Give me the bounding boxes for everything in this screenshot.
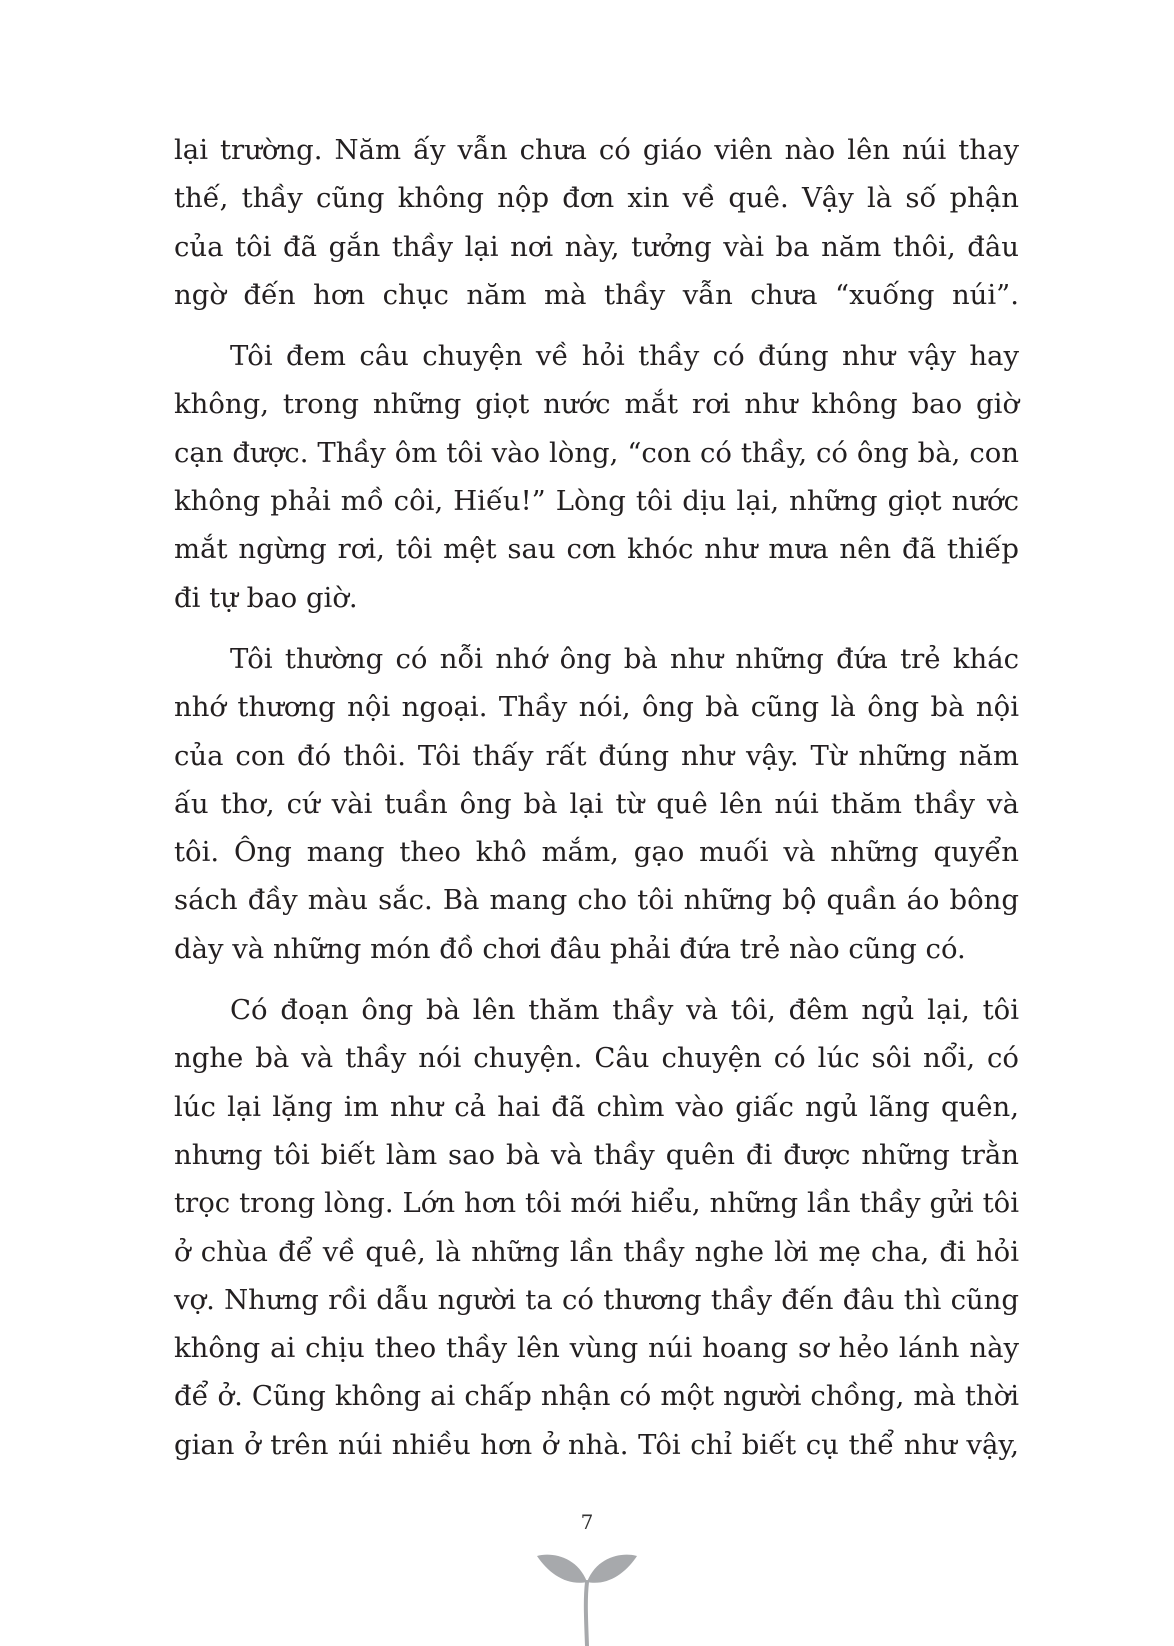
paragraph-2: Tôi đem câu chuyện về hỏi thầy có đúng như vậy hay không, trong những giọt nước mắt rơi như không bao giờ cạn được. Thầy ôm tôi vào lòng, “con có thầy, có ông bà, con không phải mồ côi, Hiếu!” Lòng tôi dịu lại, những giọt nước mắt ngừng rơi, tôi mệt sau cơn khóc như mưa nên đã thiếp đi tự bao giờ. xyxy=(174,340,1019,614)
paragraph-3: Tôi thường có nỗi nhớ ông bà như những đứa trẻ khác nhớ thương nội ngoại. Thầy nói, ông bà cũng là ông bà nội của con đó thôi. Tôi thấy rất đúng như vậy. Từ những năm ấu thơ, cứ vài tuần ông bà lại từ quê lên núi thăm thầy và tôi. Ông mang theo khô mắm, gạo muối và những quyển sách đầy màu sắc. Bà mang cho tôi những bộ quần áo bông dày và những món đồ chơi đâu phải đứa trẻ nào cũng có. xyxy=(174,642,1019,965)
paragraph-4: Có đoạn ông bà lên thăm thầy và tôi, đêm ngủ lại, tôi nghe bà và thầy nói chuyện. Câu chuyện có lúc sôi nổi, có lúc lại lặng im như cả hai đã chìm vào giấc ngủ lãng quên, nhưng tôi biết làm sao bà và thầy quên đi được những trằn trọc trong lòng. Lớn hơn tôi mới hiểu, những lần thầy gửi tôi ở chùa để về quê, là những lần thầy nghe lời mẹ cha, đi hỏi vợ. Nhưng rồi dẫu người ta có thương thầy đến đâu thì cũng không ai chịu theo thầy lên vùng núi hoang sơ hẻo lánh này để ở. Cũng không ai chấp nhận có một người chồng, mà thời gian ở trên núi nhiều hơn ở nhà. Tôi chỉ biết cụ thể như vậy, xyxy=(174,994,1019,1461)
sprout-icon xyxy=(537,1538,637,1646)
body-text xyxy=(174,126,1019,1482)
page-number: 7 xyxy=(580,1510,594,1534)
paragraph-1: lại trường. Năm ấy vẫn chưa có giáo viên nào lên núi thay thế, thầy cũng không nộp đơn xin về quê. Vậy là số phận của tôi đã gắn thầy lại nơi này, tưởng vài ba năm thôi, đâu ngờ đến hơn chục năm mà thầy vẫn chưa “xuống núi”. xyxy=(174,134,1019,311)
